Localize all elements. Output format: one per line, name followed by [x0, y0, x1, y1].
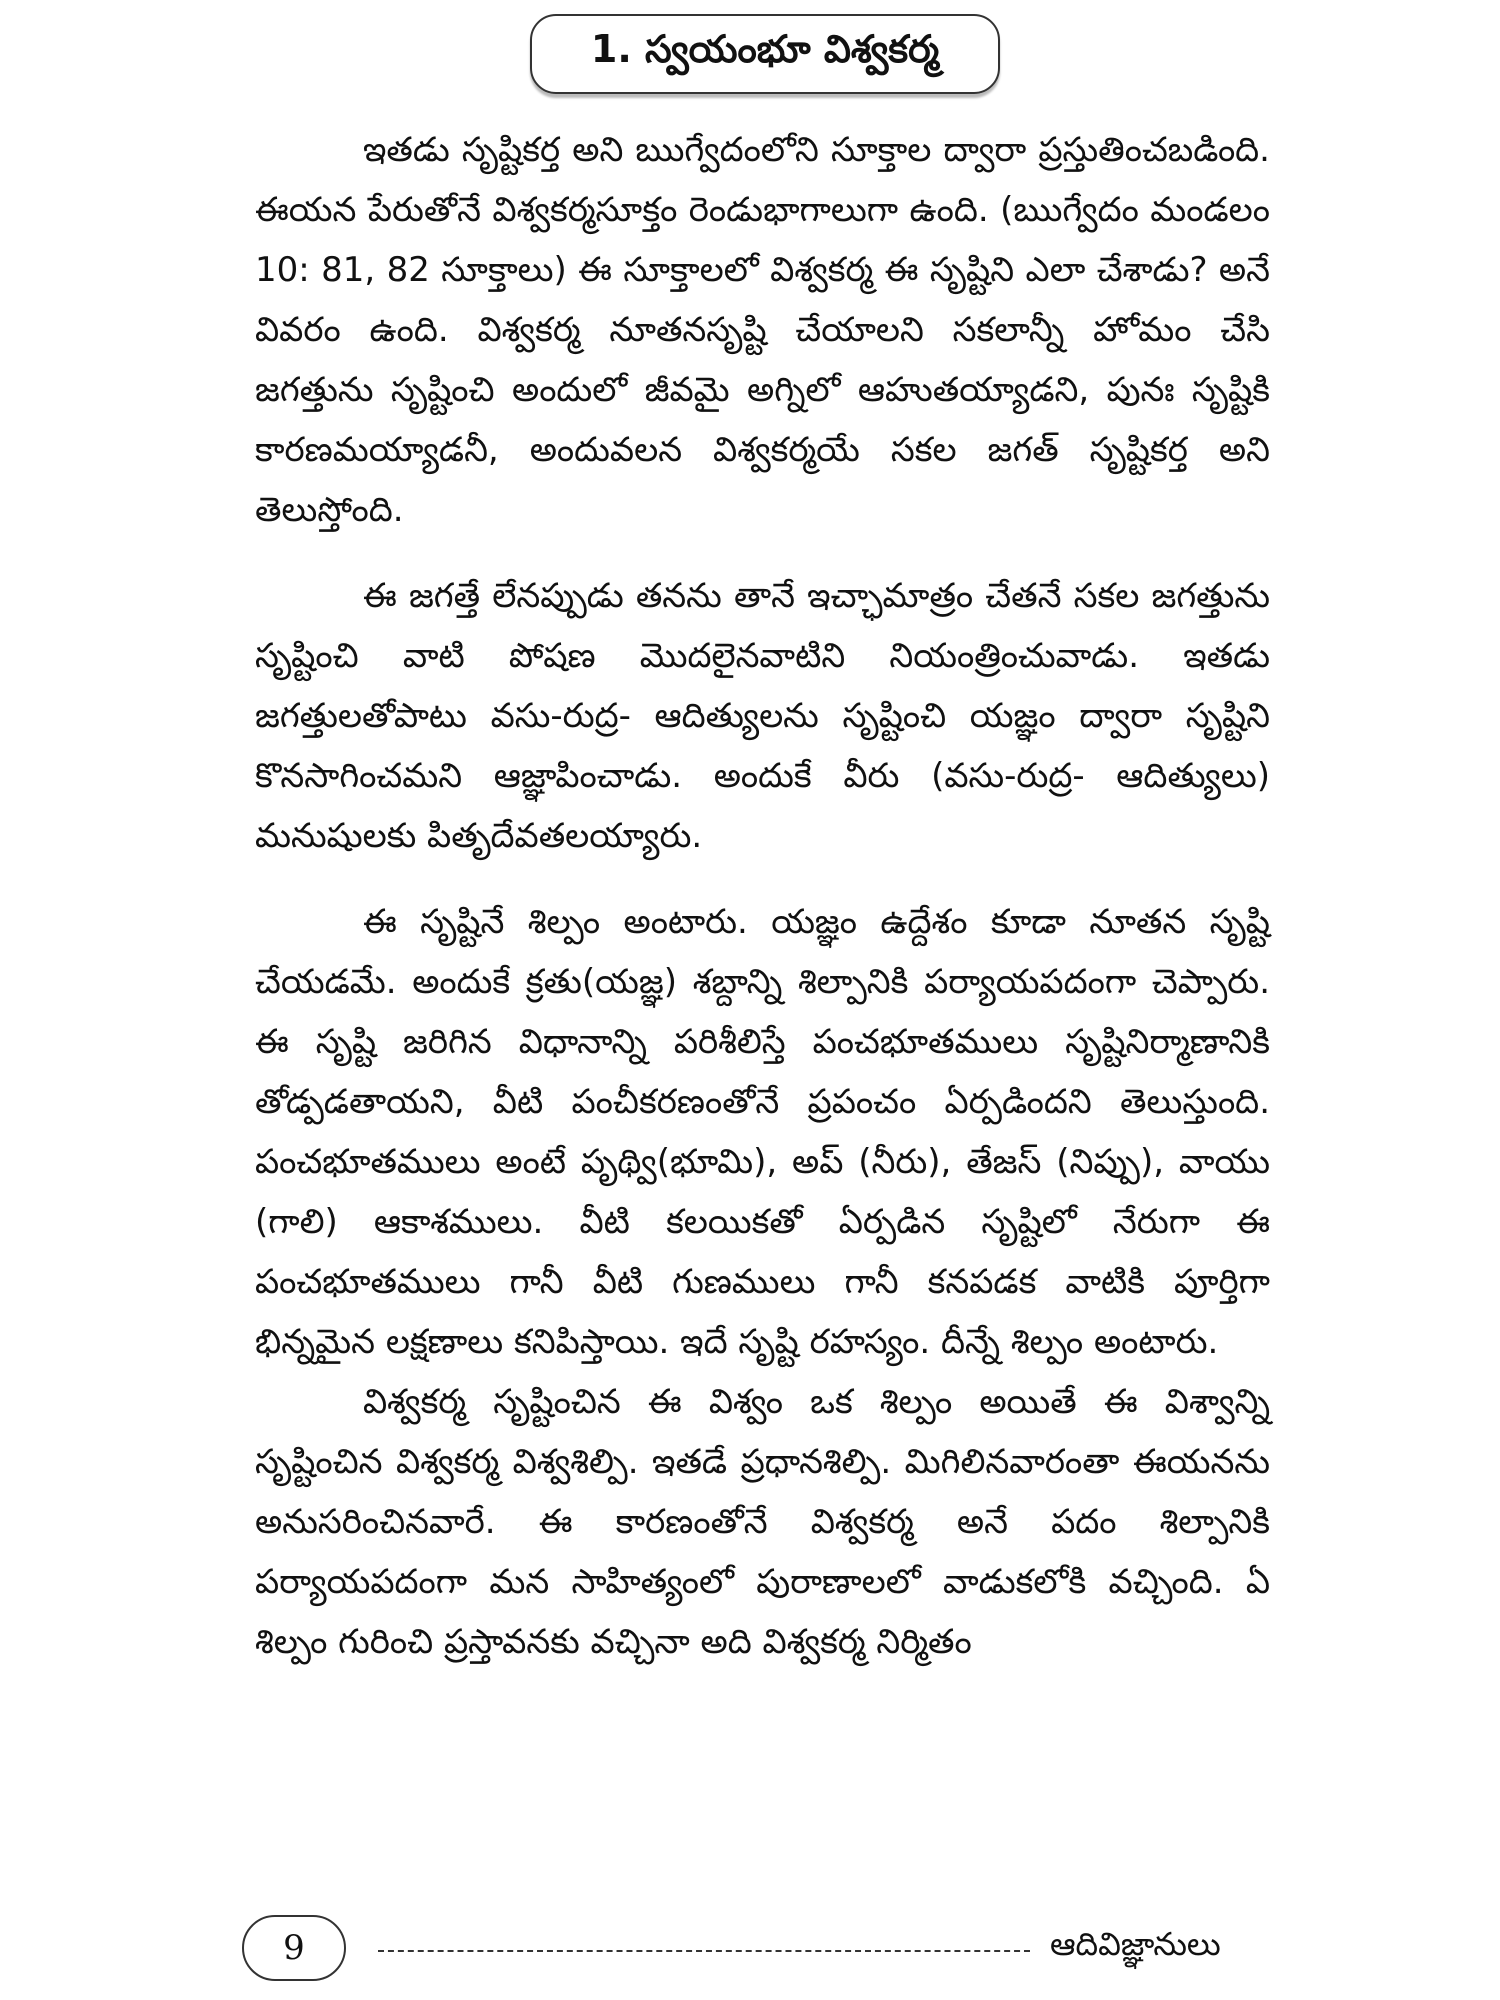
- paragraph-2: ఈ జగత్తే లేనప్పుడు తనను తానే ఇచ్ఛామాత్రం చేతనే సకల జగత్తును సృష్టించి వాటి పోషణ మొదలైనవాటిని నియంత్రించువాడు. ఇతడు జగత్తులతోపాటు వసు-రుద్ర- ఆదిత్యులను సృష్టించి యజ్ఞం ద్వారా సృష్టిని కొనసాగించమని ఆజ్ఞాపించాడు. అందుకే వీరు (వసు-రుద్ర- ఆదిత్యులు) మనుషులకు పితృదేవతలయ్యారు.: [255, 576, 1270, 856]
- page-number-box: [242, 1915, 346, 1981]
- paragraph-4: విశ్వకర్మ సృష్టించిన ఈ విశ్వం ఒక శిల్పం అయితే ఈ విశ్వాన్ని సృష్టించిన విశ్వకర్మ విశ్వశిల్పి. ఇతడే ప్రధానశిల్పి. మిగిలినవారంతా ఈయనను అనుసరించినవారే. ఈ కారణంతోనే విశ్వకర్మ అనే పదం శిల్పానికి పర్యాయపదంగా మన సాహిత్యంలో పురాణాలలో వాడుకలోకి వచ్చింది. ఏ శిల్పం గురించి ప్రస్తావనకు వచ్చినా అది విశ్వకర్మ నిర్మితం: [255, 1382, 1270, 1662]
- chapter-title: 1. స్వయంభూ విశ్వకర్మ: [590, 27, 940, 71]
- footer-divider: [378, 1950, 1030, 1952]
- body-text: [255, 120, 1270, 1672]
- paragraph-3: ఈ సృష్టినే శిల్పం అంటారు. యజ్ఞం ఉద్దేశం కూడా నూతన సృష్టి చేయడమే. అందుకే క్రతు(యజ్ఞ) శబ్దాన్ని శిల్పానికి పర్యాయపదంగా చెప్పారు. ఈ సృష్టి జరిగిన విధానాన్ని పరిశీలిస్తే పంచభూతములు సృష్టినిర్మాణానికి తోడ్పడతాయని, వీటి పంచీకరణంతోనే ప్రపంచం ఏర్పడిందని తెలుస్తుంది. పంచభూతములు అంటే పృథ్వి(భూమి), అప్ (నీరు), తేజస్ (నిప్పు), వాయు (గాలి) ఆకాశములు. వీటి కలయికతో ఏర్పడిన సృష్టిలో నేరుగా ఈ పంచభూతములు గానీ వీటి గుణములు గానీ కనపడక వాటికి పూర్తిగా భిన్నమైన లక్షణాలు కనిపిస్తాయి. ఇదే సృష్టి రహస్యం. దీన్నే శిల్పం అంటారు.: [255, 902, 1270, 1362]
- page-footer: [0, 1915, 1500, 1985]
- chapter-title-box: [530, 14, 1000, 94]
- page-number: 9: [283, 1928, 305, 1968]
- paragraph-1: ఇతడు సృష్టికర్త అని ఋగ్వేదంలోని సూక్తాల ద్వారా ప్రస్తుతించబడింది. ఈయన పేరుతోనే విశ్వకర్మసూక్తం రెండుభాగాలుగా ఉంది. (ఋగ్వేదం మండలం 10: 81, 82 సూక్తాలు) ఈ సూక్తాలలో విశ్వకర్మ ఈ సృష్టిని ఎలా చేశాడు? అనే వివరం ఉంది. విశ్వకర్మ నూతనసృష్టి చేయాలని సకలాన్నీ హోమం చేసి జగత్తును సృష్టించి అందులో జీవమై అగ్నిలో ఆహుతయ్యాడని, పునః సృష్టికి కారణమయ్యాడనీ, అందువలన విశ్వకర్మయే సకల జగత్ సృష్టికర్త అని తెలుస్తోంది.: [255, 130, 1270, 530]
- book-title: ఆదివిజ్ఞానులు: [1050, 1925, 1221, 1963]
